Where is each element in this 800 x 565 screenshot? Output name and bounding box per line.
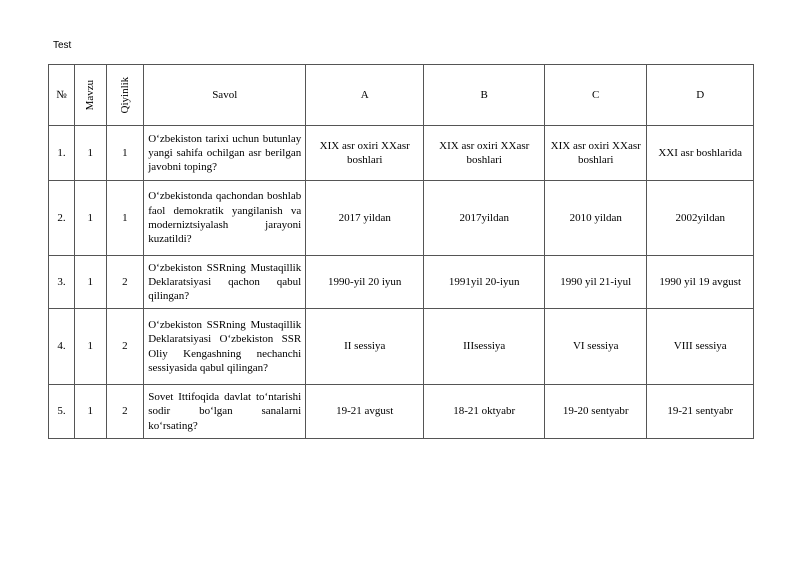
option-d: 1990 yil 19 avgust: [647, 256, 754, 309]
option-c: 2010 yildan: [545, 181, 647, 256]
header-savol: Savol: [144, 65, 306, 126]
question-text: O‘zbekistonda qachondan boshlab faol demokratik yangilanish va moderniztsiyalash jarayoni kuzatildi?: [144, 181, 306, 256]
option-b: 1991yil 20-iyun: [424, 256, 545, 309]
option-c: VI sessiya: [545, 309, 647, 385]
row-qiyinlik: 1: [106, 181, 144, 256]
option-a: 1990-yil 20 iyun: [306, 256, 424, 309]
row-qiyinlik: 2: [106, 385, 144, 439]
option-b: 18-21 oktyabr: [424, 385, 545, 439]
option-d: 19-21 sentyabr: [647, 385, 754, 439]
option-c: 19-20 sentyabr: [545, 385, 647, 439]
quiz-table: [48, 64, 754, 439]
row-number: 4.: [49, 309, 75, 385]
question-text: O‘zbekiston SSRning Mustaqillik Deklaratsiyasi qachon qabul qilingan?: [144, 256, 306, 309]
row-qiyinlik: 2: [106, 309, 144, 385]
row-mavzu: 1: [75, 126, 107, 181]
table-row: [49, 181, 754, 256]
question-text: O‘zbekiston SSRning Mustaqillik Deklaratsiyasi O‘zbekiston SSR Oliy Kengashning nechanchi sessiyasida qabul qilingan?: [144, 309, 306, 385]
option-a: 2017 yildan: [306, 181, 424, 256]
question-text: Sovet Ittifoqida davlat to‘ntarishi sodir bo‘lgan sanalarni ko‘rsating?: [144, 385, 306, 439]
option-d: VIII sessiya: [647, 309, 754, 385]
option-a: II sessiya: [306, 309, 424, 385]
header-option-c: C: [545, 65, 647, 126]
option-a: 19-21 avgust: [306, 385, 424, 439]
row-mavzu: 1: [75, 256, 107, 309]
option-a: XIX asr oxiri XXasr boshlari: [306, 126, 424, 181]
option-c: 1990 yil 21-iyul: [545, 256, 647, 309]
row-number: 3.: [49, 256, 75, 309]
header-option-b: B: [424, 65, 545, 126]
row-number: 5.: [49, 385, 75, 439]
option-b: IIIsessiya: [424, 309, 545, 385]
row-qiyinlik: 1: [106, 126, 144, 181]
header-number: №: [49, 65, 75, 126]
option-d: XXI asr boshlarida: [647, 126, 754, 181]
option-b: 2017yildan: [424, 181, 545, 256]
row-mavzu: 1: [75, 309, 107, 385]
table-row: [49, 126, 754, 181]
option-d: 2002yildan: [647, 181, 754, 256]
header-qiyinlik: [106, 65, 144, 126]
document-title: Test: [53, 40, 72, 51]
option-c: XIX asr oxiri XXasr boshlari: [545, 126, 647, 181]
row-qiyinlik: 2: [106, 256, 144, 309]
row-mavzu: 1: [75, 181, 107, 256]
table-row: [49, 256, 754, 309]
header-mavzu-label: Mavzu: [84, 79, 97, 111]
row-number: 2.: [49, 181, 75, 256]
header-option-d: D: [647, 65, 754, 126]
table-row: [49, 385, 754, 439]
question-text: O‘zbekiston tarixi uchun butunlay yangi sahifa ochilgan asr berilgan javobni toping?: [144, 126, 306, 181]
table-header-row: [49, 65, 754, 126]
option-b: XIX asr oxiri XXasr boshlari: [424, 126, 545, 181]
row-number: 1.: [49, 126, 75, 181]
header-option-a: A: [306, 65, 424, 126]
row-mavzu: 1: [75, 385, 107, 439]
header-mavzu: [75, 65, 107, 126]
table-row: [49, 309, 754, 385]
header-qiyinlik-label: Qiyinlik: [118, 76, 131, 114]
